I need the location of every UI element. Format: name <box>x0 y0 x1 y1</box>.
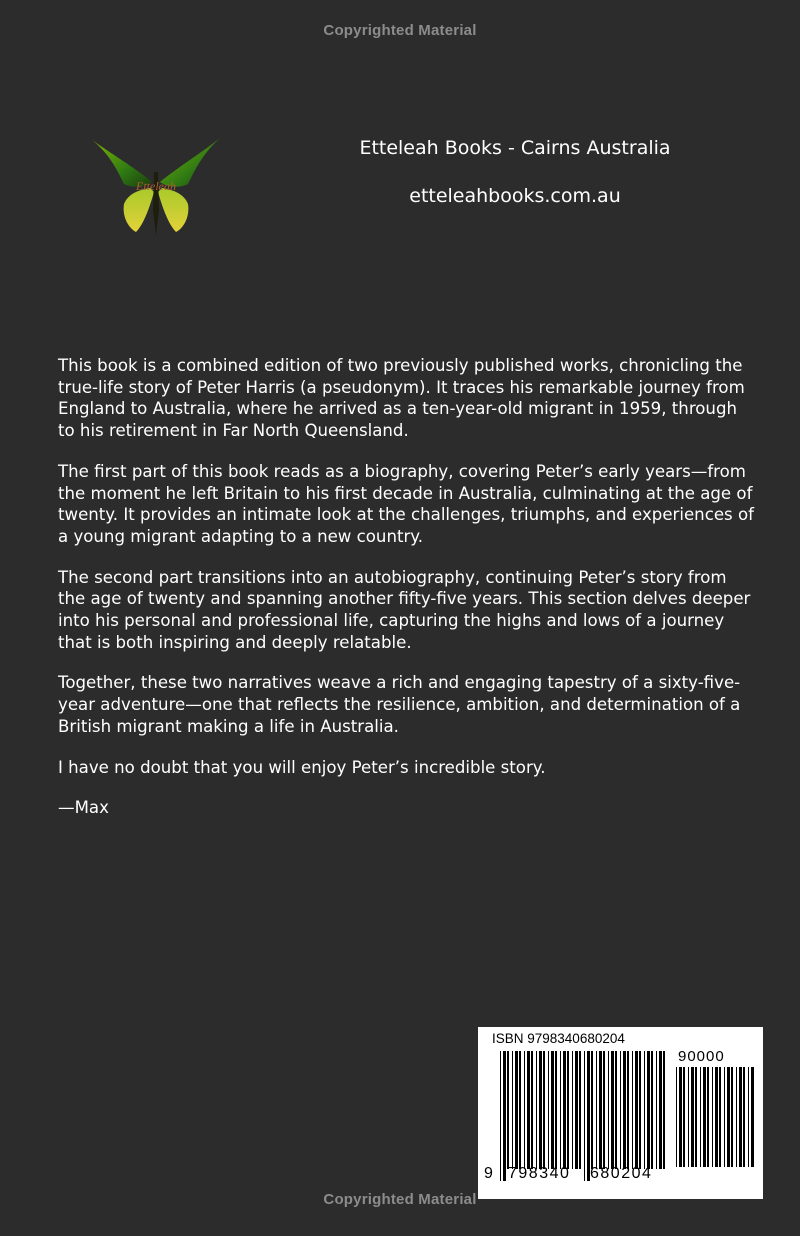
barcode-bar <box>515 1051 518 1169</box>
barcode-bar <box>615 1051 617 1169</box>
blurb-paragraph: Together, these two narratives weave a rich and engaging tapestry of a sixty-five-year adventure—one that reflects the resilience, ambition, and determination of a British migrant making a life in Australia. <box>58 673 741 736</box>
barcode-bar <box>703 1067 706 1167</box>
butterfly-logo <box>88 132 224 238</box>
isbn-label: ISBN 9798340680204 <box>492 1031 625 1046</box>
barcode-bar <box>743 1067 745 1167</box>
barcode-bar <box>587 1051 590 1181</box>
blurb-paragraph: I have no doubt that you will enjoy Peter’s incredible story. <box>58 757 546 777</box>
barcode-bar <box>584 1051 585 1181</box>
barcode-addon-bars <box>676 1067 754 1179</box>
barcode-bar <box>512 1051 513 1169</box>
barcode-bar <box>623 1051 626 1169</box>
barcode-bar <box>751 1067 754 1167</box>
barcode-digits-group1: 798340 <box>508 1165 571 1182</box>
barcode-bar <box>679 1067 682 1167</box>
lower-left-wing <box>124 188 154 232</box>
barcode-bar <box>536 1051 537 1169</box>
barcode-bar <box>727 1067 730 1167</box>
lower-right-wing <box>158 188 188 232</box>
watermark-top: Copyrighted Material <box>323 22 477 39</box>
publisher-url[interactable]: etteleahbooks.com.au <box>409 185 621 207</box>
barcode-bar <box>656 1051 657 1169</box>
barcode-bar <box>539 1051 542 1169</box>
barcode-bar <box>712 1067 713 1167</box>
barcode-bar <box>627 1051 629 1169</box>
barcode-bar <box>527 1051 530 1169</box>
barcode-bar <box>596 1051 597 1169</box>
barcode-bar <box>579 1051 581 1169</box>
barcode-bar <box>683 1067 685 1167</box>
logo-text: Etteleah <box>136 179 176 193</box>
barcode-bar <box>676 1067 677 1167</box>
barcode-bar <box>575 1051 578 1169</box>
barcode-bar <box>555 1051 557 1169</box>
barcode-bar <box>715 1067 718 1167</box>
barcode-bar <box>719 1067 721 1167</box>
barcode-bar <box>560 1051 561 1169</box>
barcode-bar <box>543 1051 545 1169</box>
barcode-bar <box>724 1067 725 1167</box>
barcode-bar <box>524 1051 525 1169</box>
barcode-bar <box>548 1051 549 1169</box>
publisher-name: Etteleah Books - Cairns Australia <box>359 137 671 159</box>
barcode-bar <box>611 1051 614 1169</box>
barcode-bar <box>691 1067 694 1167</box>
barcode-bar <box>551 1051 554 1169</box>
barcode-bar <box>651 1051 653 1169</box>
barcode-bar <box>608 1051 609 1169</box>
price-code: 90000 <box>678 1048 725 1065</box>
barcode-bar <box>700 1067 701 1167</box>
barcode-bar <box>647 1051 650 1169</box>
barcode-bar <box>599 1051 602 1169</box>
barcode-digits-group2: 680204 <box>590 1165 653 1182</box>
barcode-bar <box>603 1051 605 1169</box>
barcode-bar <box>632 1051 633 1169</box>
watermark-bottom: Copyrighted Material <box>323 1191 477 1208</box>
barcode-bar <box>731 1067 733 1167</box>
isbn-barcode <box>478 1027 763 1199</box>
barcode-bar <box>748 1067 749 1167</box>
barcode-bar <box>563 1051 566 1169</box>
barcode-bar <box>688 1067 689 1167</box>
blurb-paragraph: This book is a combined edition of two previously published works, chronicling the true-life story of Peter Harris (a pseudonym). It traces his remarkable journey from England to Australia, where he arrived as a ten-year-old migrant in 1959, through to his retirement in Far North Queensland. <box>58 356 745 441</box>
barcode-bar <box>591 1051 593 1169</box>
barcode-bar <box>736 1067 737 1167</box>
blurb-paragraph: The second part transitions into an autobiography, continuing Peter’s story from the age of twenty and spanning another fifty-five years. This section delves deeper into his personal and professional life, capturing the highs and lows of a journey that is both inspiring and deeply relatable. <box>58 567 751 652</box>
barcode-bar <box>567 1051 569 1169</box>
barcode-bar <box>707 1067 709 1167</box>
barcode-bar <box>503 1051 506 1181</box>
barcode-bar <box>739 1067 742 1167</box>
barcode-bar <box>644 1051 645 1169</box>
barcode-bar <box>659 1051 662 1169</box>
barcode-bar <box>572 1051 573 1169</box>
barcode-bar <box>663 1051 665 1169</box>
barcode-digit-first: 9 <box>484 1165 495 1182</box>
barcode-bar <box>635 1051 638 1169</box>
barcode-bar <box>507 1051 509 1169</box>
barcode-main-bars <box>500 1051 670 1181</box>
blurb-paragraph: The first part of this book reads as a biography, covering Peter’s early years—from the moment he left Britain to his first decade in Australia, culminating at the age of twenty. It provides an intimate look at the challenges, triumphs, and experiences of a young migrant adapting to a new country. <box>58 461 754 546</box>
barcode-bar <box>531 1051 533 1169</box>
barcode-bar <box>620 1051 621 1169</box>
barcode-bar <box>519 1051 521 1169</box>
barcode-bar <box>695 1067 697 1167</box>
blurb <box>58 355 758 838</box>
barcode-bar <box>500 1051 501 1181</box>
signature: —Max <box>58 798 109 818</box>
barcode-bar <box>639 1051 641 1169</box>
